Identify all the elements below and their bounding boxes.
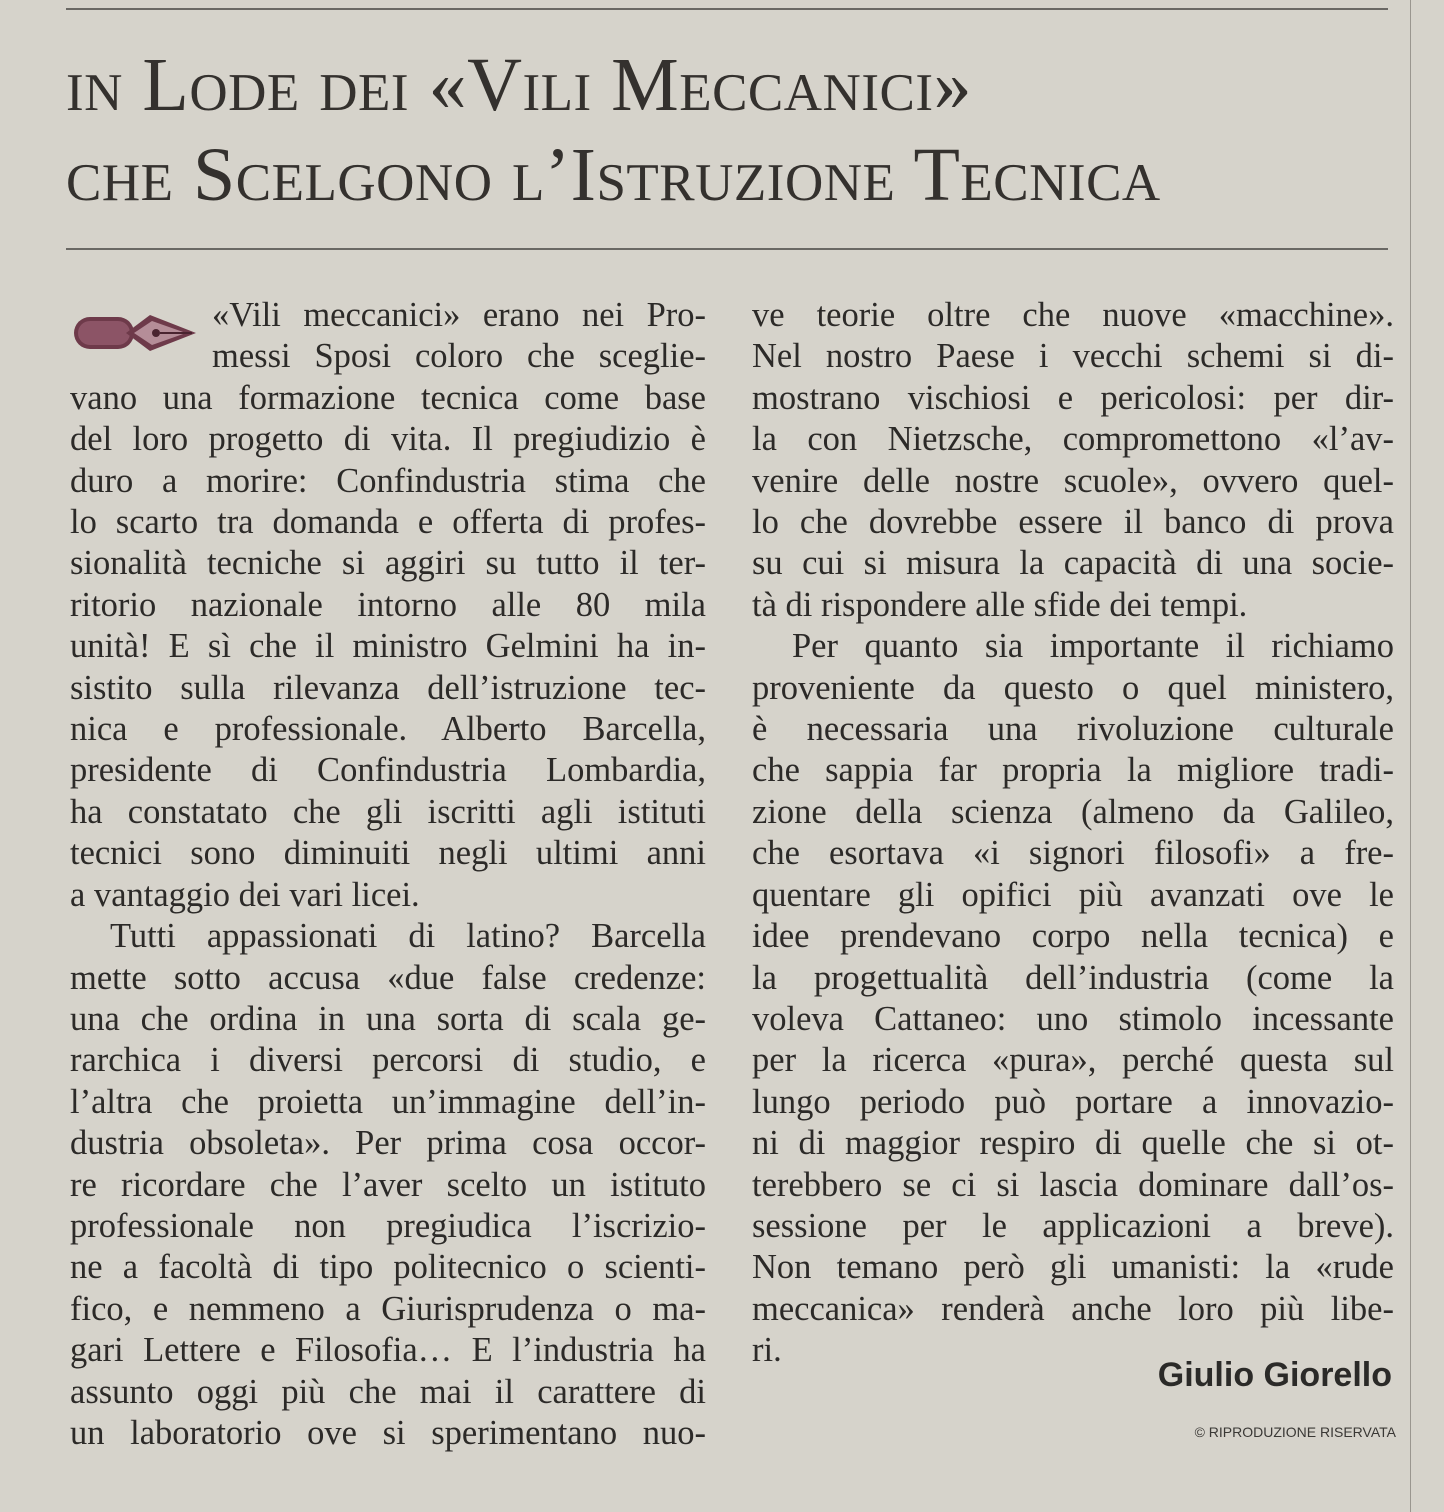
- text-line: per la ricerca «pura», perché questa sul: [752, 1041, 1394, 1080]
- column-edge-rule: [1410, 0, 1411, 1512]
- text-line: mette sotto accusa «due false credenze:: [70, 958, 706, 997]
- text-line: che sappia far propria la migliore tradi-: [752, 751, 1394, 790]
- text-line: su cui si misura la capacità di una socie-: [752, 544, 1394, 583]
- text-line: zione della scienza (almeno da Galileo,: [752, 792, 1394, 831]
- text-line: del loro progetto di vita. Il pregiudizio è: [70, 420, 706, 459]
- headline-line-1: in Lode dei «Vili Meccanici»: [66, 43, 972, 127]
- text-line: meccanica» renderà anche loro più libe-: [752, 1289, 1394, 1328]
- headline-line-2: che Scelgono l’Istruzione Tecnica: [66, 133, 1161, 217]
- text-line: che esortava «i signori filosofi» a fre-: [752, 834, 1394, 873]
- text-line: a vantaggio dei vari licei.: [70, 875, 420, 914]
- headline-rule: [66, 248, 1388, 250]
- text-line: l’altra che proietta un’immagine dell’in-: [70, 1082, 706, 1121]
- text-line: la progettualità dell’industria (come la: [752, 958, 1394, 997]
- text-line: è necessaria una rivoluzione culturale: [752, 710, 1394, 749]
- text-line: sistito sulla rilevanza dell’istruzione tec-: [70, 668, 706, 707]
- text-line: «Vili meccanici» erano nei Pro-: [212, 296, 706, 334]
- text-line: idee prendevano corpo nella tecnica) e: [752, 917, 1394, 956]
- text-line: la con Nietzsche, compromettono «l’av-: [752, 420, 1394, 459]
- text-line: dustria obsoleta». Per prima cosa occor-: [70, 1124, 706, 1163]
- article-headline: [66, 40, 1396, 220]
- text-line: vano una formazione tecnica come base: [70, 378, 706, 417]
- text-line: duro a morire: Confindustria stima che: [70, 461, 706, 500]
- text-line: professionale non pregiudica l’iscrizio-: [70, 1206, 706, 1245]
- article-column-left: [70, 295, 706, 1454]
- text-line: una che ordina in una sorta di scala ge-: [70, 999, 706, 1038]
- text-line: nica e professionale. Alberto Barcella,: [70, 710, 706, 749]
- text-line: voleva Cattaneo: uno stimolo incessante: [752, 999, 1394, 1038]
- text-line: quentare gli opifici più avanzati ove le: [752, 875, 1394, 914]
- copyright-notice: © RIPRODUZIONE RISERVATA: [1194, 1424, 1396, 1440]
- text-line: messi Sposi coloro che sceglie-: [212, 337, 706, 376]
- text-line: assunto oggi più che mai il carattere di: [70, 1372, 706, 1411]
- text-line: re ricordare che l’aver scelto un istituto: [70, 1165, 706, 1204]
- text-line: Non temano però gli umanisti: la «rude: [752, 1248, 1394, 1287]
- text-line: rarchica i diversi percorsi di studio, e: [70, 1041, 706, 1080]
- text-line: ve teorie oltre che nuove «macchine».: [752, 296, 1394, 334]
- text-line: ne a facoltà di tipo politecnico o scienti-: [70, 1248, 706, 1287]
- author-byline: Giulio Giorello: [1157, 1356, 1392, 1394]
- text-line: lungo periodo può portare a innovazio-: [752, 1082, 1394, 1121]
- text-line: ritorio nazionale intorno alle 80 mila: [70, 585, 706, 624]
- text-line: mostrano vischiosi e pericolosi: per dir-: [752, 378, 1394, 417]
- text-line: tecnici sono diminuiti negli ultimi anni: [70, 834, 706, 873]
- top-rule: [66, 8, 1388, 10]
- text-line: presidente di Confindustria Lombardia,: [70, 751, 706, 790]
- text-line: un laboratorio ove si sperimentano nuo-: [70, 1413, 706, 1452]
- text-line: gari Lettere e Filosofia… E l’industria ha: [70, 1331, 706, 1370]
- text-line: unità! E sì che il ministro Gelmini ha in-: [70, 627, 706, 666]
- text-line: proveniente da questo o quel ministero,: [752, 668, 1394, 707]
- text-line: Tutti appassionati di latino? Barcella: [110, 917, 706, 956]
- text-line: venire delle nostre scuole», ovvero quel-: [752, 461, 1394, 500]
- text-line: terebbero se ci si lascia dominare dall’os-: [752, 1165, 1394, 1204]
- text-line: ha constatato che gli iscritti agli istituti: [70, 792, 706, 831]
- text-line: ni di maggior respiro di quelle che si ot-: [752, 1124, 1394, 1163]
- text-line: fico, e nemmeno a Giurisprudenza o ma-: [70, 1289, 706, 1328]
- text-line: lo scarto tra domanda e offerta di profes-: [70, 503, 706, 542]
- text-line: Per quanto sia importante il richiamo: [792, 627, 1394, 666]
- text-line: sessione per le applicazioni a breve).: [752, 1206, 1394, 1245]
- text-line: sionalità tecniche si aggiri su tutto il ter-: [70, 544, 706, 583]
- text-line: tà di rispondere alle sfide dei tempi.: [752, 585, 1248, 624]
- text-line: ri.: [752, 1331, 782, 1370]
- text-line: Nel nostro Paese i vecchi schemi si di-: [752, 337, 1394, 376]
- article-column-right: [752, 295, 1394, 1372]
- text-line: lo che dovrebbe essere il banco di prova: [752, 503, 1394, 542]
